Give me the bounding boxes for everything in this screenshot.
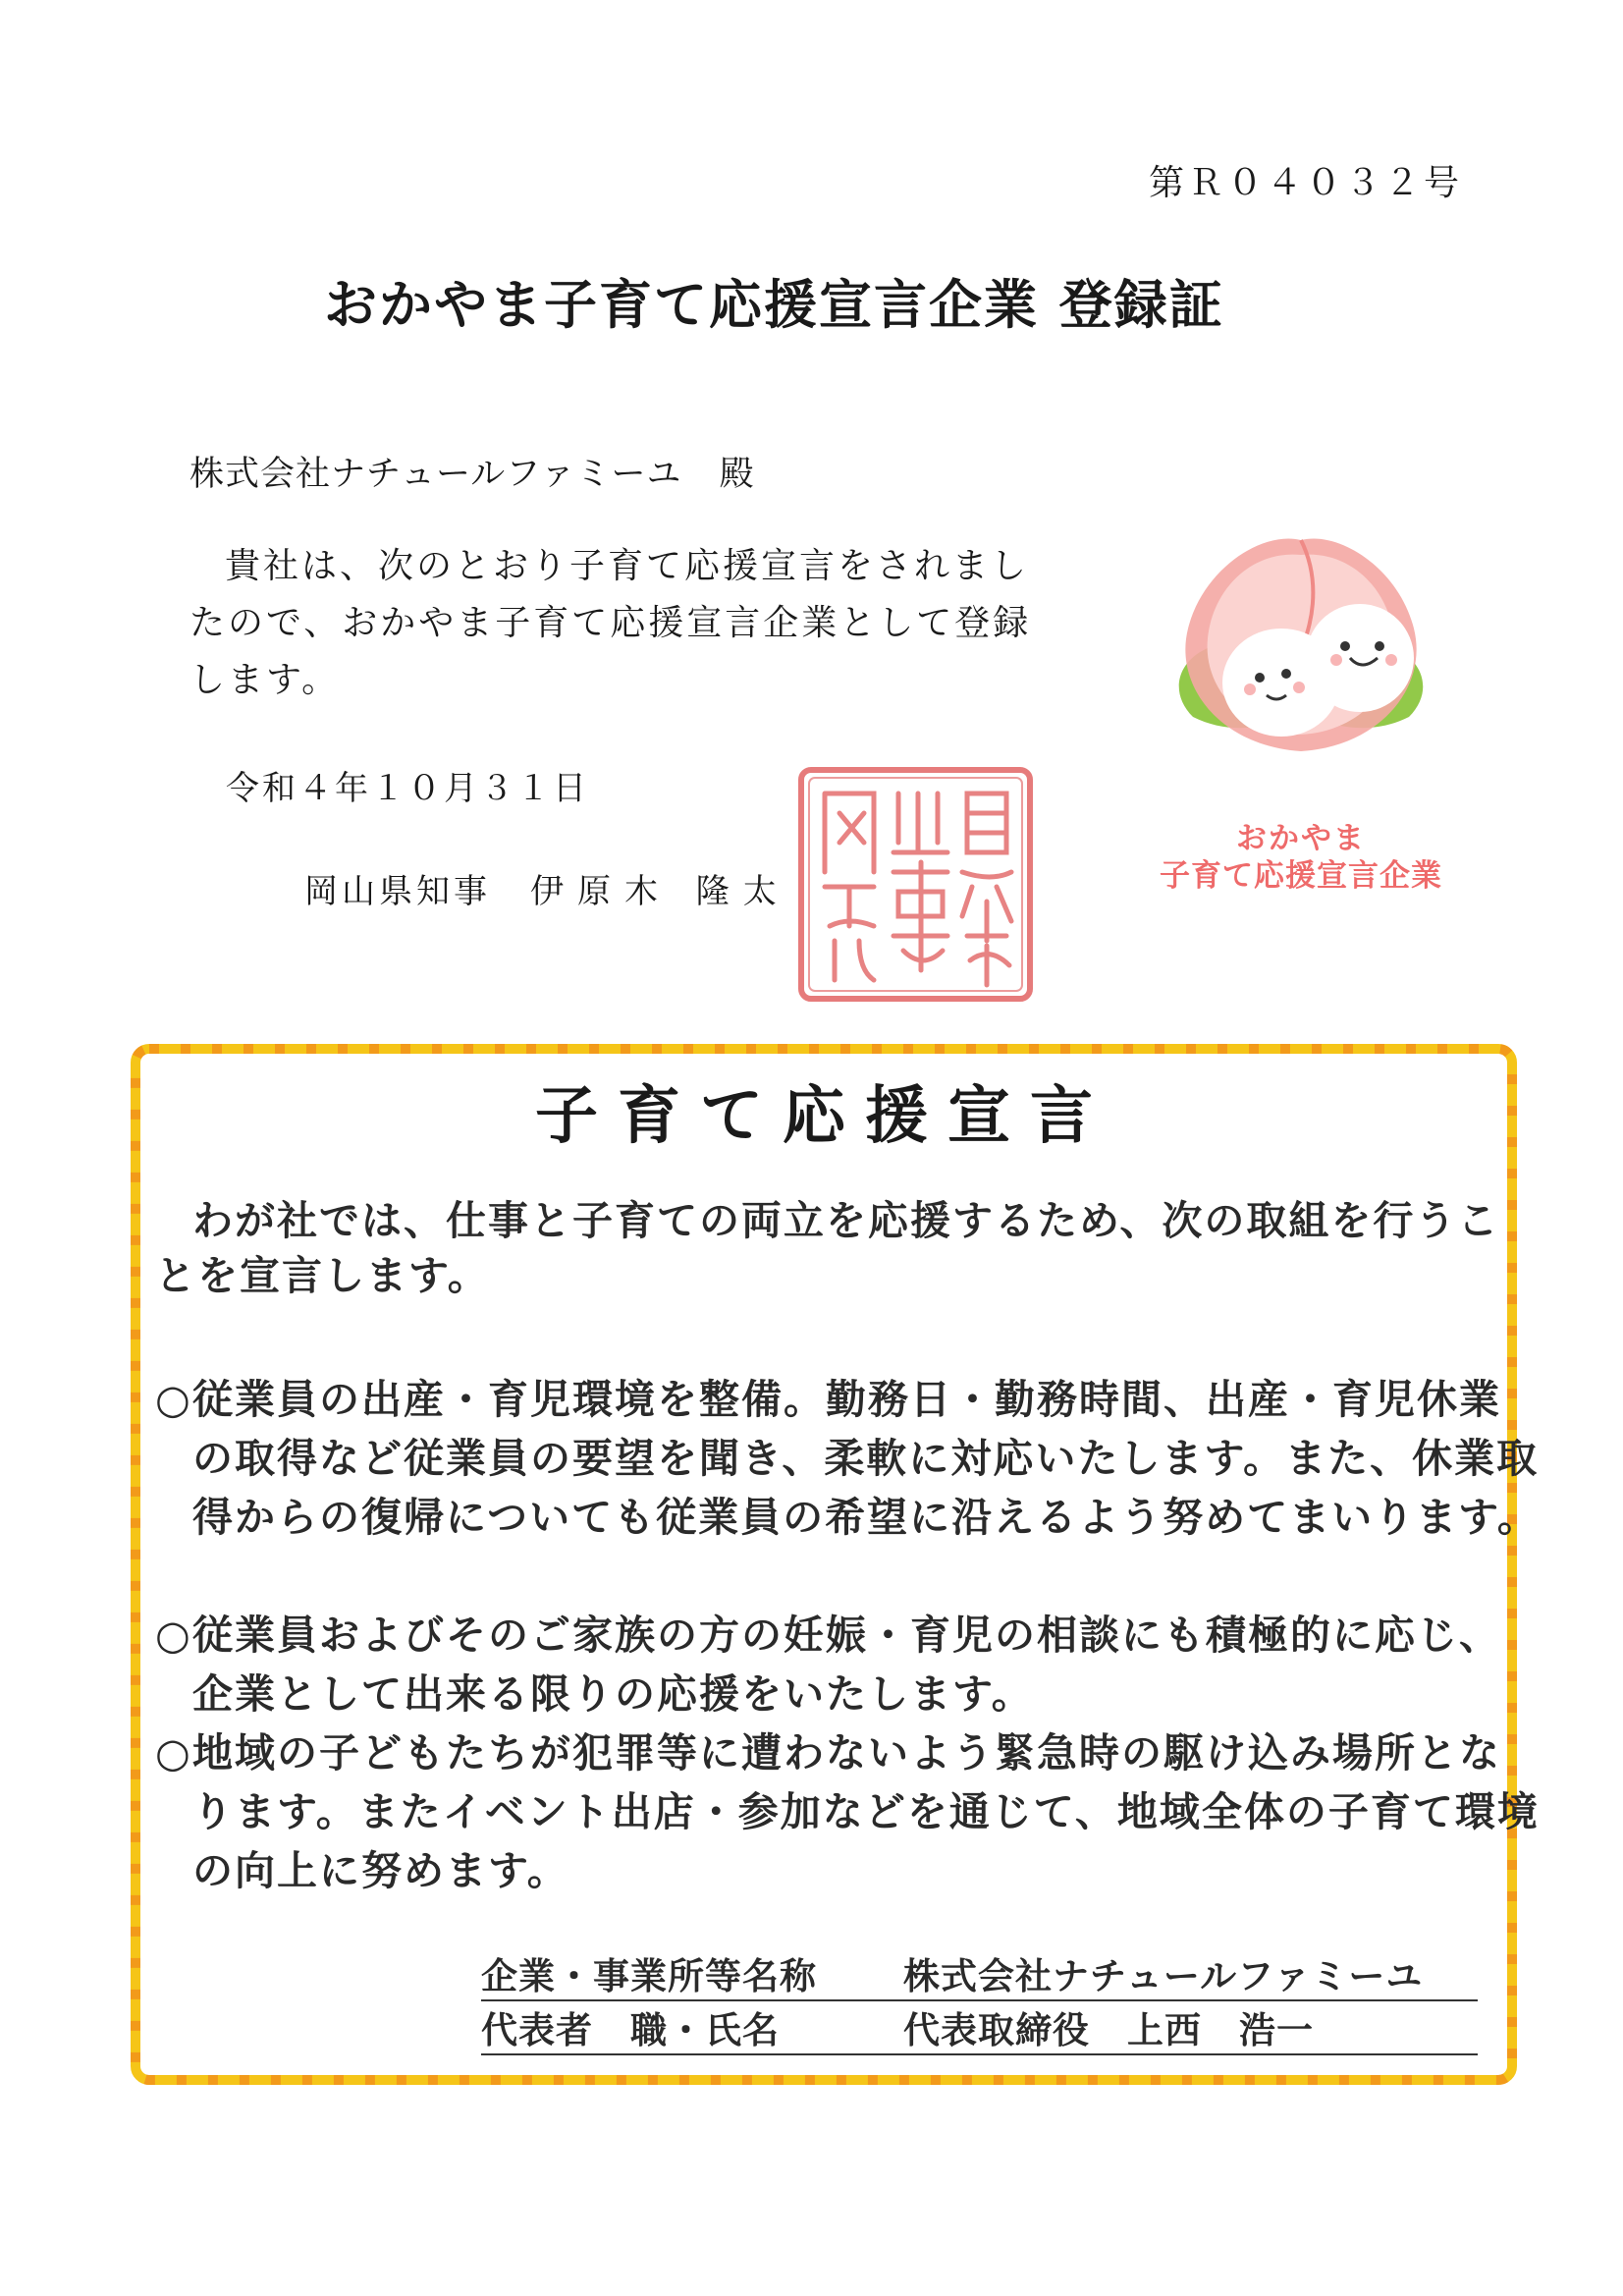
declaration-intro: わが社では、仕事と子育ての両立を応援するため、次の取組を行うことを宣言します。 [155,1197,1500,1299]
recipient-honorific: 殿 [719,455,755,494]
issue-date: 令和４年１０月３１日 [226,769,589,808]
recipient-name: 株式会社ナチュールファミーユ [189,455,682,494]
declaration-item-text: 従業員の出産・育児環境を整備。勤務日・勤務時間、出産・育児休業の取得など従業員の要望を聞き、柔軟に対応いたします。また、休業取得からの復帰についても従業員の希望に沿えるよう努めてまいります。 [192,1376,1540,1541]
signature-representative-row [481,2008,1478,2055]
issuer-title: 岡山県知事 [304,872,491,911]
circle-bullet-icon: ○ [155,1612,192,1659]
declaration-item [155,1606,1542,1723]
signature-company-row [481,1954,1478,2001]
declaration-item-text: 従業員およびそのご家族の方の妊娠・育児の相談にも積極的に応じ、企業として出来る限りの応援をいたします。 [192,1612,1501,1718]
declaration-title: 子育て応援宣言 [535,1080,1112,1153]
mascot-caption-line1: おかやま [1236,821,1366,856]
issuer-name: 伊原木 隆太 [530,872,790,911]
certificate-title: おかやま子育て応援宣言企業 登録証 [324,274,1224,336]
declaration-item [155,1723,1542,1900]
representative-label: 代表者 職・氏名 [481,2009,780,2051]
circle-bullet-icon: ○ [155,1729,192,1777]
company-label: 企業・事業所等名称 [481,1955,817,1997]
certificate-body: 貴社は、次のとおり子育て応援宣言をされましたので、おかやま子育て応援宣言企業として登録します。 [189,546,1032,700]
company-value: 株式会社ナチュールファミーユ [903,1955,1424,1997]
registration-number: 第Ｒ０４０３２号 [1149,163,1464,203]
declaration-item-text: 地域の子どもたちが犯罪等に遭わないよう緊急時の駆け込み場所となります。またイベント出店・参加などを通じて、地域全体の子育て環境の向上に努めます。 [192,1729,1540,1894]
circle-bullet-icon: ○ [155,1376,192,1423]
mascot-caption-line2: 子育て応援宣言企業 [1160,858,1442,894]
declaration-item [155,1370,1542,1547]
representative-value: 代表取締役 上西 浩一 [903,2009,1314,2051]
